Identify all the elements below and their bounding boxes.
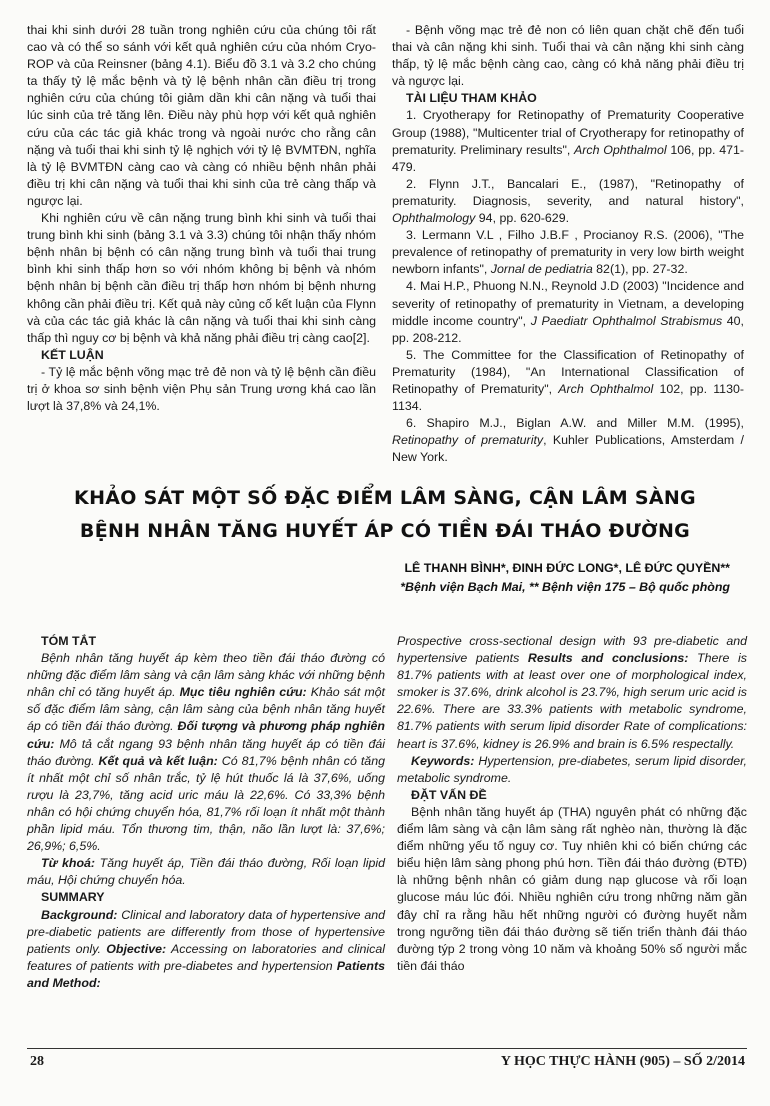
affiliations: *Bệnh viện Bạch Mai, ** Bệnh viện 175 – Bộ quốc phòng <box>400 580 730 594</box>
reference-item: 2. Flynn J.T., Bancalari E., (1987), "Retinopathy of prematurity. Diagnosis, severity, and natural history", Ophthalmology 94, pp. 620-629. <box>392 176 744 226</box>
reference-item: 6. Shapiro M.J., Biglan A.W. and Miller M.M. (1995), Retinopathy of prematurity, Kuhler Publications, Amsterdam / New York. <box>392 416 745 465</box>
summary-text-continued: Prospective cross-sectional design with 93 pre-diabetic and hypertensive patients Results and conclusions: There is 81.7% patients with at least over one of morphological index, smoker is 37.6%, drink alcohol is 23.7%, high serum uric acid is 22.6%. There are 33.3% patients with metabolic syndrome, 81.7% patients with serum lipid disorder Rate of complications: heart is 37.6%, kidney is 26.9% and brain is 6.5% respectally. <box>397 634 747 751</box>
summary-text: Background: Clinical and laboratory data of hypertensive and pre-diabetic patients are differently from those of hypertensive patients only. Objective: Accessing on laboratories and clinical features of patients with pre-diabetes and hypertension Patients and Method: <box>27 907 385 990</box>
continued-discussion-column <box>27 22 376 415</box>
footer-rule <box>27 1048 747 1049</box>
abstract-column <box>27 633 385 992</box>
summary-heading: SUMMARY <box>41 890 105 905</box>
introduction-paragraph: Bệnh nhân tăng huyết áp (THA) nguyên phát có những đặc điểm lâm sàng và cận lâm sàng rất nghèo nàn, thường là đặc điểm những yếu tố nguy cơ. Tuy nhiên khi có biến chứng các biểu hiện lâm sàng phong phú hơn. Tiền đái tháo đường (ĐTĐ) là những bệnh nhân có giảm dung nạp glucose và rối loạn glucose máu lúc đói. Nhiều nghiên cứu trong những năm gần đây chỉ ra rằng hầu hết những người có đường huyết nằm trong ngưỡng tiền đái tháo đường sẽ tiến triển thành đái tháo đường týp 2 trong vòng 10 năm và khoảng 50% số người mắc tiền đái tháo <box>397 804 747 973</box>
authors: LÊ THANH BÌNH*, ĐINH ĐỨC LONG*, LÊ ĐỨC QUYỀN** <box>404 561 730 575</box>
keywords-vi: Từ khoá: Tăng huyết áp, Tiền đái tháo đường, Rối loạn lipid máu, Hội chứng chuyển hóa. <box>27 856 385 888</box>
conclusion-heading: KẾT LUẬN <box>41 347 104 362</box>
reference-item: 5. The Committee for the Classification of Retinopathy of Prematurity (1984), "An International Classification of Retinopathy of Prematurity", Arch Ophthalmol 102, pp. 1130-1134. <box>392 347 744 414</box>
article-title-line-2: BỆNH NHÂN TĂNG HUYẾT ÁP CÓ TIỀN ĐÁI THÁO ĐƯỜNG <box>79 520 691 542</box>
conclusion-paragraph: - Tỷ lệ mắc bệnh võng mạc trẻ đẻ non và tỷ lệ bệnh cần điều trị ở khoa sơ sinh bệnh viện Phụ sản Trung ương khá cao lần lượt là 37,8% và 24,1%. <box>27 364 376 414</box>
keywords-en: Keywords: Hypertension, pre-diabetes, serum lipid disorder, metabolic syndrome. <box>397 753 747 785</box>
abstract-vi-text: Bệnh nhân tăng huyết áp kèm theo tiền đái tháo đường có những đặc điểm lâm sàng và cận lâm sàng khác với những bệnh nhân chỉ có tăng huyết áp. Mục tiêu nghiên cứu: Khảo sát một số đặc điểm lâm sàng, cận lâm sàng của bệnh nhân tăng huyết áp có tiền đái tháo đường. Đối tượng và phương pháp nghiên cứu: Mô tả cắt ngang 93 bệnh nhân tăng huyết áp có tiền đái tháo đường. Kết quả và kết luận: Có 81,7% bệnh nhân có tăng ít nhất một chỉ số nhân trắc, tỷ lệ hút thuốc lá là 37,6%, uống rượu là 23,7%, tăng acid uric máu là 22,6%. Có 33,3% bệnh nhân có hội chứng chuyển hóa, 81,7% rối loạn ít nhất một thành phần lipid máu. Tổn thương tim, thận, não lần lượt là: 37,6%; 26,9%; 6,5%. <box>27 651 385 854</box>
discussion-paragraph: thai khi sinh dưới 28 tuần trong nghiên cứu của chúng tôi rất cao và có thể so sánh với kết quả nghiên cứu của nhóm Cryo-ROP và của Reinsner (bảng 4.1). Biểu đồ 3.1 và 3.2 cho chúng ta thấy tỷ lệ mắc bệnh và tỷ lệ bệnh nhân cần điều trị trong nghiên cứu của chúng tôi giảm dần khi cân nặng và tuổi thai lúc sinh của trẻ tăng lên. Điều này phù hợp với kết quả nghiên cứu của các tác giả khác trong và ngoài nước cho rằng cân nặng và tuổi thai khi sinh tỷ lệ nghịch với tỷ lệ BVMTĐN, nghĩa là tỷ lệ BVMTĐN càng cao và càng có nhiều bệnh nhân phải điều trị khi cân nặng và tuổi thai khi sinh của trẻ càng thấp và ngược lại. <box>27 23 376 208</box>
reference-item: 1. Cryotherapy for Retinopathy of Prematurity Cooperative Group (1988), "Multicenter trial of Cryotherapy for retinopathy of prematurity. Preliminary results", Arch Ophthalmol 106, pp. 471-479. <box>392 108 744 174</box>
page-number: 28 <box>30 1054 44 1069</box>
summary-and-intro-column <box>397 633 747 975</box>
conclusion-and-references-column <box>392 22 744 466</box>
references-heading: TÀI LIỆU THAM KHẢO <box>406 91 537 106</box>
introduction-heading: ĐẶT VẤN ĐỀ <box>411 787 487 802</box>
reference-item: 3. Lermann V.L , Filho J.B.F , Procianoy R.S. (2006), "The prevalence of retinopathy of prematurity in very low birth weight newborn infants", Jornal de pediatria 82(1), pp. 27-32. <box>392 228 744 277</box>
reference-item: 4. Mai H.P., Phuong N.N., Reynold J.D (2003) "Incidence and severity of retinopathy of prematurity in Vietnam, a developing middle income country", J Paediatr Ophthalmol Strabismus 40, pp. 208-212. <box>392 279 744 345</box>
abstract-vi-heading: TÓM TẮT <box>41 634 97 648</box>
conclusion-paragraph: - Bệnh võng mạc trẻ đẻ non có liên quan chặt chẽ đến tuổi thai và cân nặng khi sinh. Tuổi thai và cân nặng khi sinh càng thấp, tỷ lệ mắc bệnh càng cao, càng có khả năng phải điều trị và ngược lại. <box>392 23 744 89</box>
discussion-paragraph: Khi nghiên cứu về cân nặng trung bình khi sinh và tuổi thai trung bình khi sinh (bảng 3.1 và 3.3) chúng tôi nhận thấy nhóm bệnh nhân bị bệnh có cân nặng trung bình và tuổi thai trung bình khi sinh thấp hơn so với nhóm không bị bệnh và nhóm bệnh nhân bị bệnh cần điều trị thấp hơn nhóm bị bệnh nhưng không cần phải điều trị. Kết quả này củng cố kết luận của Flynn và của các tác giả khác là cân nặng và tuổi thai khi sinh càng thấp thì nguy cơ bị bệnh và khả năng phải điều trị càng cao[2]. <box>27 211 376 345</box>
journal-footer: Y HỌC THỰC HÀNH (905) – SỐ 2/2014 <box>500 1054 745 1069</box>
article-title-line-1: KHẢO SÁT MỘT SỐ ĐẶC ĐIỂM LÂM SÀNG, CẬN LÂM SÀNG <box>74 487 696 509</box>
